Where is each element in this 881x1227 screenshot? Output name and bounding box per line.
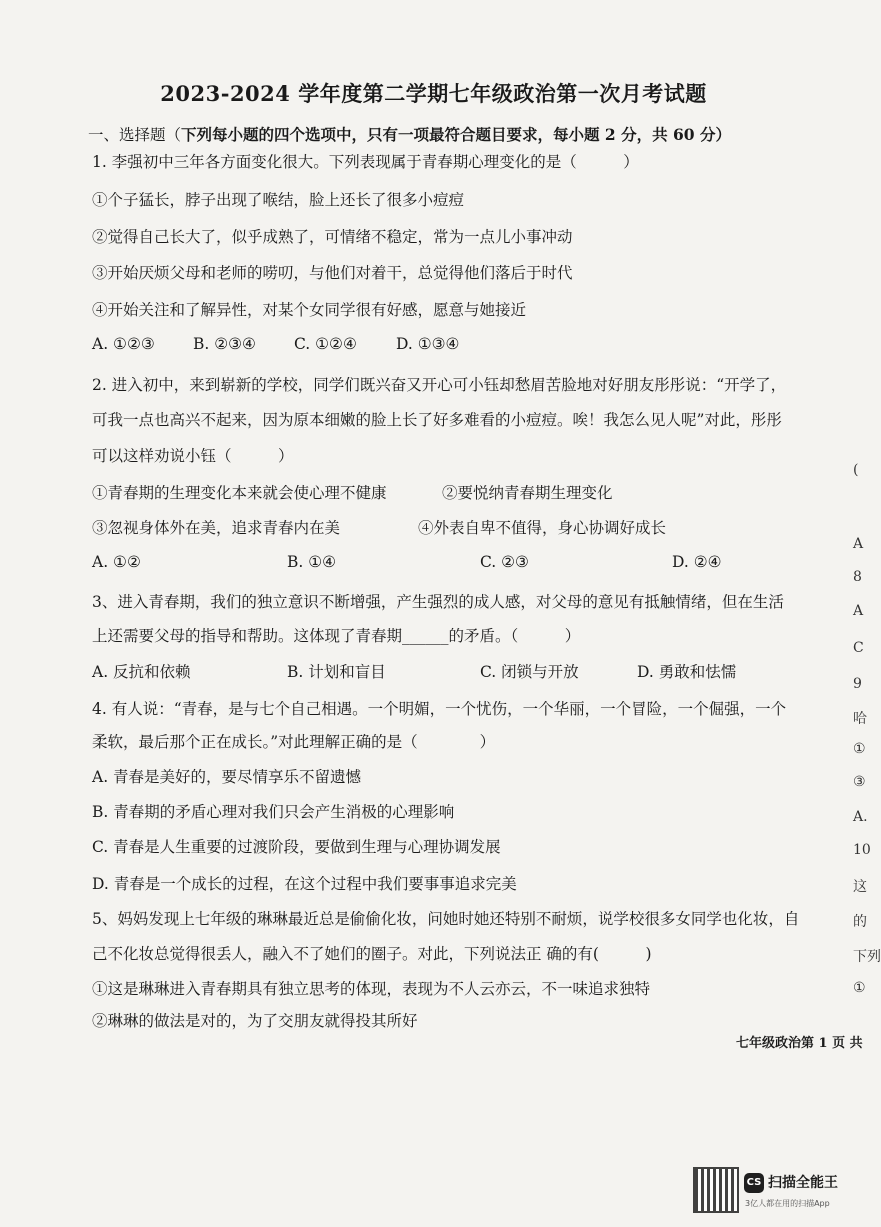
q2-stem-line-3: 可以这样劝说小钰（ ）: [92, 447, 294, 465]
section-heading: [88, 123, 731, 145]
section-prefix: 一、选择题（: [88, 126, 182, 144]
q3-option-c: C. 闭锁与开放: [480, 663, 579, 681]
q2-stem-line-2: 可我一点也高兴不起来，因为原本细嫩的脸上长了好多难看的小痘痘。唉！我怎么见人呢”对此，彤彤: [92, 411, 782, 429]
q2-option-a: A. ①②: [92, 553, 141, 571]
margin-fragment: 下列: [853, 949, 881, 965]
margin-fragment: ③: [853, 774, 866, 790]
q1-option-d: D. ①③④: [396, 335, 460, 353]
q4-option-b: B. 青春期的矛盾心理对我们只会产生消极的心理影响: [92, 803, 455, 821]
q3-stem-line-1: 3、进入青春期，我们的独立意识不断增强，产生强烈的成人感，对父母的意见有抵触情绪，但在生活: [92, 593, 784, 611]
q3-option-b: B. 计划和盲目: [287, 663, 386, 681]
q2-option-b: B. ①④: [287, 553, 337, 571]
margin-fragment: (: [853, 462, 859, 478]
page-title: 2023-2024 学年度第二学期七年级政治第一次月考试题: [160, 81, 707, 106]
margin-fragment: 9: [853, 676, 862, 692]
cs-logo-icon: CS: [744, 1173, 764, 1193]
q2-option-c: C. ②③: [480, 553, 529, 571]
margin-fragment: A.: [853, 809, 868, 825]
qr-code-icon: [693, 1167, 739, 1213]
q2-statement-4: ④外表自卑不值得，身心协调好成长: [418, 519, 667, 537]
q5-stem-line-1: 5、妈妈发现上七年级的琳琳最近总是偷偷化妆，问她时她还特别不耐烦，说学校很多女同学也化妆，自: [92, 910, 800, 928]
q4-stem-line-1: 4. 有人说：“青春，是与七个自己相遇。一个明媚，一个忧伤，一个华丽，一个冒险，一个倔强，一个: [92, 700, 787, 718]
q2-statement-2: ②要悦纳青春期生理变化: [442, 484, 613, 502]
margin-fragment: 8: [853, 569, 862, 585]
margin-fragment: ①: [853, 980, 866, 996]
q3-option-a: A. 反抗和依赖: [92, 663, 191, 681]
scanner-tagline: 3亿人都在用的扫描App: [745, 1199, 830, 1208]
margin-fragment: C: [853, 640, 864, 656]
margin-fragment: 哈: [853, 711, 867, 727]
margin-fragment: A: [853, 603, 864, 619]
scanner-app-name: 扫描全能王: [768, 1175, 838, 1191]
q5-stem-line-2: 己不化妆总觉得很丢人，融入不了她们的圈子。对此，下列说法正 确的有( ): [92, 945, 652, 963]
page-footer: 七年级政治第 1 页 共: [736, 1036, 863, 1051]
q1-stem: 1. 李强初中三年各方面变化很大。下列表现属于青春期心理变化的是（ ）: [92, 153, 639, 171]
section-instruction: 下列每小题的四个选项中，只有一项最符合题目要求，每小题 2 分，共 60 分）: [181, 125, 731, 144]
q1-option-a: A. ①②③: [92, 335, 155, 353]
q5-statement-1: ①这是琳琳进入青春期具有独立思考的体现，表现为不人云亦云，不一味追求独特: [92, 980, 651, 998]
q3-option-d: D. 勇敢和怯懦: [637, 663, 737, 681]
q4-option-a: A. 青春是美好的，要尽情享乐不留遗憾: [92, 768, 362, 786]
q2-option-d: D. ②④: [672, 553, 722, 571]
margin-fragment: ①: [853, 741, 866, 757]
scanner-watermark: [693, 1167, 853, 1217]
q1-option-b: B. ②③④: [193, 335, 256, 353]
q3-stem-line-2: 上还需要父母的指导和帮助。这体现了青春期______的矛盾。（ ）: [92, 627, 581, 645]
q2-statement-1: ①青春期的生理变化本来就会使心理不健康: [92, 484, 387, 502]
q5-statement-2: ②琳琳的做法是对的，为了交朋友就得投其所好: [92, 1012, 418, 1030]
q1-statement-2: ②觉得自己长大了，似乎成熟了，可情绪不稳定，常为一点儿小事冲动: [92, 228, 573, 246]
q2-stem-line-1: 2. 进入初中，来到崭新的学校，同学们既兴奋又开心可小钰却愁眉苦脸地对好朋友彤彤说：“开学了，: [92, 376, 787, 394]
margin-fragment: 这: [853, 879, 867, 895]
q1-statement-1: ①个子猛长，脖子出现了喉结，脸上还长了很多小痘痘: [92, 191, 465, 209]
q1-statement-4: ④开始关注和了解异性，对某个女同学很有好感，愿意与她接近: [92, 301, 527, 319]
q4-option-d: D. 青春是一个成长的过程，在这个过程中我们要事事追求完美: [92, 875, 517, 893]
q1-statement-3: ③开始厌烦父母和老师的唠叨，与他们对着干，总觉得他们落后于时代: [92, 264, 573, 282]
q4-stem-line-2: 柔软，最后那个正在成长。”对此理解正确的是（ ）: [92, 733, 496, 751]
q4-option-c: C. 青春是人生重要的过渡阶段，要做到生理与心理协调发展: [92, 838, 501, 856]
margin-fragment: 10: [853, 842, 871, 858]
margin-fragment: 的: [853, 914, 867, 930]
margin-fragment: A: [853, 536, 864, 552]
q2-statement-3: ③忽视身体外在美，追求青春内在美: [92, 519, 341, 537]
q1-option-c: C. ①②④: [294, 335, 357, 353]
